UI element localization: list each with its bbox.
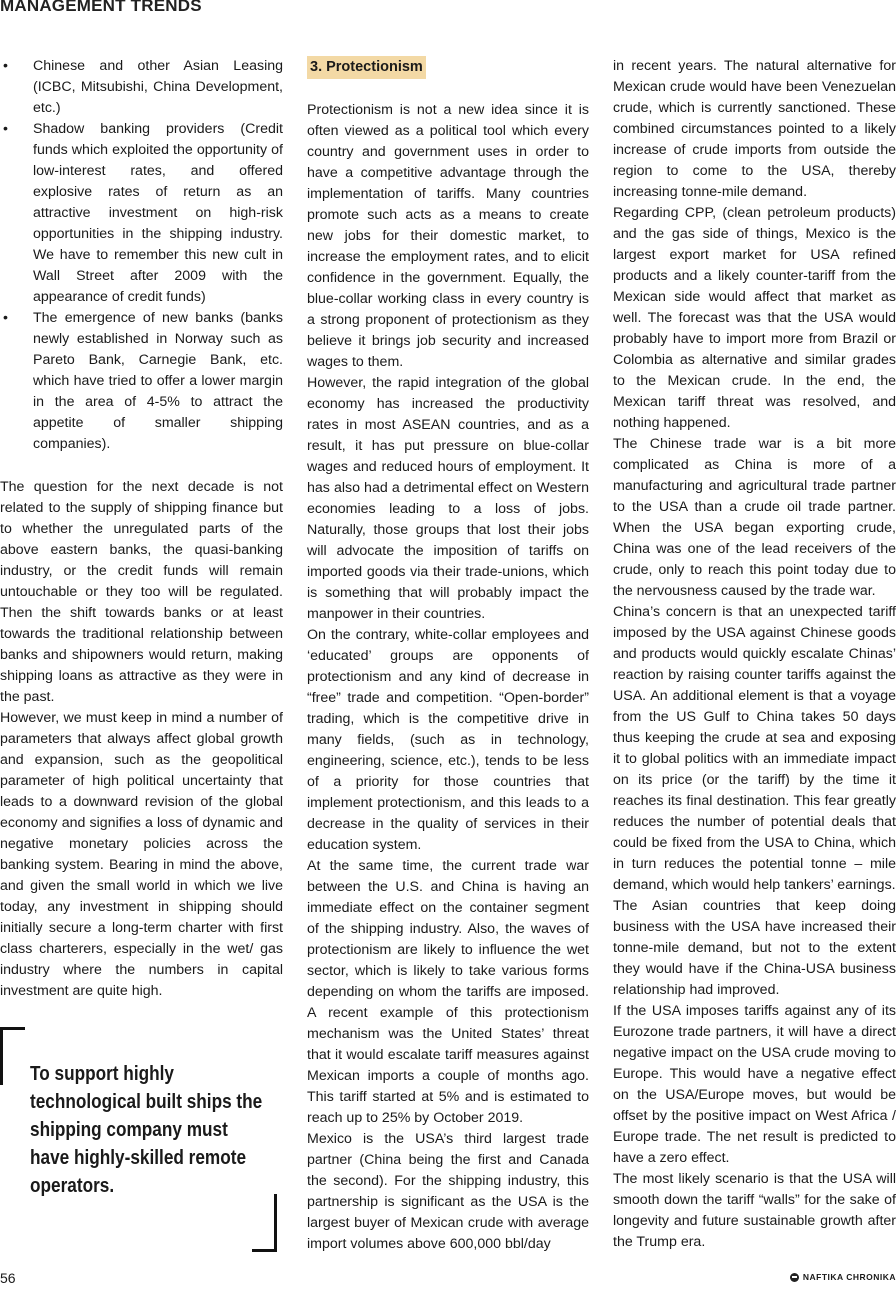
paragraph: The Chinese trade war is a bit more complicated as China is more of a manufacturing and agricultural trade partner to the USA than a crude oil trade partner. When the USA began exporting crude, China was one of the lead receivers of the crude, only to reach this point today due to the nervousness caused by the trade war.: [613, 436, 896, 599]
column-3: [613, 56, 896, 1253]
paragraph: On the contrary, white-collar employees and ‘educated’ groups are opponents of protectionism and any kind of decrease in “free” trade and competition. “Open-border” trading, which is the competitive drive in many fields, (such as in technology, engineering, science, etc.), tends to be less of a priority for those countries that implement protectionism, and this leads to a decrease in the quality of services in their education system.: [307, 627, 589, 853]
column-2: [307, 56, 589, 1255]
quote-corner-top-left: [0, 1027, 25, 1085]
paragraph: Protectionism is not a new idea since it is often viewed as a political tool which every country and government uses in order to have a competitive advantage through the implementation of tariffs. Many countries promote such acts as a means to create new jobs for their domestic market, to increase the employment rates, and to elicit confidence in the government. Equally, the blue-collar working class in every country is a strong proponent of protectionism as they believe it brings job security and increased wages to them.: [307, 102, 589, 370]
paragraph: Regarding CPP, (clean petroleum products) and the gas side of things, Mexico is the largest export market for USA refined products and a likely counter-tariff from the Mexican side would affect that market as well. The forecast was that the USA would probably have to import more from Brazil or Colombia as alternative and similar grades to the Mexican crude. In the end, the Mexican tariff threat was resolved, and nothing happened.: [613, 205, 896, 431]
list-item: • Shadow banking providers (Credit funds which exploited the opportunity of low-interest rates, and offered explosive rates of return as an attractive investment on high-risk opportunities in the shipping industry. We have to remember this new cult in Wall Street after 2009 with the appearance of credit funds): [0, 119, 283, 308]
section-header: MANAGEMENT TRENDS: [0, 0, 202, 15]
column-1: [0, 56, 283, 1002]
paragraph: Mexico is the USA’s third largest trade partner (China being the first and Canada the second). For the shipping industry, this partnership is significant as the USA is the largest buyer of Mexican crude with average import volumes above 600,000 bbl/day: [307, 1131, 589, 1252]
publication-name: NAFTIKA CHRONIKA: [802, 1272, 896, 1282]
paragraph: At the same time, the current trade war between the U.S. and China is having an immediate effect on the container segment of the shipping industry. Also, the waves of protectionism are likely to influence the wet sector, which is likely to take various forms depending on whom the tariffs are imposed. A recent example of this protectionism mechanism was the United States’ threat that it would escalate tariff measures against Mexican imports a couple of months ago. This tariff started at 5% and is estimated to reach up to 25% by October 2019.: [307, 858, 589, 1126]
paragraph: However, we must keep in mind a number of parameters that always affect global growth and expansion, such as the geopolitical parameter of high political uncertainty that leads to a downward revision of the global economy and signifies a loss of dynamic and negative monetary policies across the banking system. Bearing in mind the above, and given the small world in which we live today, any investment in shipping should initially secure a long-term charter with first class charterers, especially in the wet/ gas industry where the numbers in capital investment are quite high.: [0, 710, 283, 999]
paragraph: The Asian countries that keep doing business with the USA have increased their tonne-mile demand, but not to the extent they would have if the China-USA business relationship had improved.: [613, 898, 896, 998]
paragraph: The most likely scenario is that the USA will smooth down the tariff “walls” for the sake of longevity and future sustainable growth after the Trump era.: [613, 1171, 896, 1250]
paragraph: China’s concern is that an unexpected tariff imposed by the USA against Chinese goods and products would quickly escalate Chinas’ reaction by raising counter tariffs against the USA. An additional element is that a voyage from the US Gulf to China takes 50 days thus keeping the crude at sea and exposing it to global politics with an immediate impact on its price (or the tariff) by the time it reaches its final destination. This fear greatly reduces the number of potential deals that could be fixed from the USA to China, which in turn reduces the potential tonne – mile demand, which would help tankers’ earnings.: [613, 604, 896, 893]
paragraph: The question for the next decade is not related to the supply of shipping finance but to whether the unregulated parts of the above eastern banks, the quasi-banking industry, or the credit funds will remain untouchable or they too will be regulated. Then the shift towards banks or at least towards the traditional relationship between banks and shipowners would return, making shipping loans as attractive as they were in the past.: [0, 479, 283, 705]
page-number: 56: [0, 1270, 16, 1286]
publication-logo: [790, 1272, 896, 1282]
list-item: • Chinese and other Asian Leasing (ICBC, Mitsubishi, China Development, etc.): [0, 56, 283, 119]
quote-corner-bottom-right: [252, 1194, 277, 1252]
paragraph: in recent years. The natural alternative for Mexican crude would have been Venezuelan crude, which is currently sanctioned. These combined circumstances pointed to a likely increase of crude imports from outside the region to come to the USA, thereby increasing tonne-mile demand.: [613, 58, 896, 200]
list-item: • The emergence of new banks (banks newly established in Norway such as Pareto Bank, Carnegie Bank, etc. which have tried to offer a lower margin in the area of 4-5% to attract the appetite of smaller shipping companies).: [0, 308, 283, 455]
pull-quote: [0, 1027, 283, 1252]
section-heading: 3. Protectionism: [307, 56, 426, 79]
paragraph: However, the rapid integration of the global economy has increased the productivity rates in most ASEAN countries, and as a result, it has put pressure on blue-collar wages and reduced hours of employment. It has also had a detrimental effect on Western economies leading to a loss of jobs. Naturally, those groups that lost their jobs will advocate the imposition of tariffs on imported goods via their trade-unions, which is something that will probably impact the manpower in their countries.: [307, 375, 589, 622]
bullet-list: [0, 56, 283, 455]
paragraph: If the USA imposes tariffs against any of its Eurozone trade partners, it will have a direct negative impact on the USA crude moving to Europe. This would have a negative effect on the USA/Europe moves, but would be offset by the positive impact on West Africa / Europe trade. The net result is predicted to have a zero effect.: [613, 1003, 896, 1166]
pull-quote-text: To support highly technological built ships the shipping company must have highly-skilled remote operators.: [30, 1063, 263, 1197]
logo-icon: [790, 1273, 799, 1282]
